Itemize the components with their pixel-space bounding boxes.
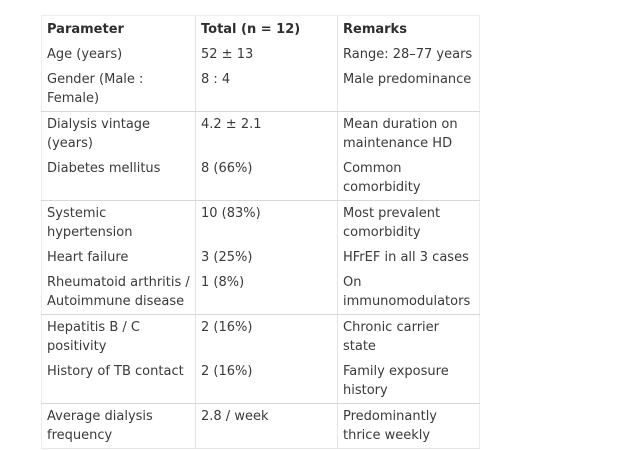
cell-total: 1 (8%): [196, 270, 338, 315]
cell-total: 8 : 4: [196, 67, 338, 112]
table-row: [42, 201, 480, 246]
cell-parameter: History of TB contact: [42, 359, 196, 404]
cell-parameter: Diabetes mellitus: [42, 156, 196, 201]
cell-remarks: Family exposure history: [338, 359, 480, 404]
cell-remarks: On immunomodulators: [338, 270, 480, 315]
table-row: [42, 67, 480, 112]
table-row: [42, 112, 480, 157]
header-total: Total (n = 12): [196, 16, 338, 44]
table-header: [42, 16, 480, 44]
cell-parameter: Heart failure: [42, 245, 196, 270]
cell-remarks: Male predominance: [338, 67, 480, 112]
cell-remarks: Common comorbidity: [338, 156, 480, 201]
baseline-characteristics-table-container: [41, 15, 479, 449]
cell-parameter: Gender (Male : Female): [42, 67, 196, 112]
table-body: [42, 43, 480, 449]
table-row: [42, 359, 480, 404]
cell-remarks: Predominantly thrice weekly: [338, 404, 480, 449]
table-row: [42, 245, 480, 270]
header-row: [42, 16, 480, 44]
cell-total: 10 (83%): [196, 201, 338, 246]
cell-parameter: Dialysis vintage (years): [42, 112, 196, 157]
cell-parameter: Hepatitis B / C positivity: [42, 315, 196, 360]
baseline-characteristics-table: [41, 15, 480, 449]
table-row: [42, 43, 480, 67]
table-row: [42, 156, 480, 201]
cell-remarks: Most prevalent comorbidity: [338, 201, 480, 246]
table-row: [42, 404, 480, 449]
header-remarks: Remarks: [338, 16, 480, 44]
cell-total: 4.2 ± 2.1: [196, 112, 338, 157]
cell-total: 8 (66%): [196, 156, 338, 201]
cell-remarks: Chronic carrier state: [338, 315, 480, 360]
cell-remarks: Mean duration on maintenance HD: [338, 112, 480, 157]
table-row: [42, 315, 480, 360]
cell-total: 2.8 / week: [196, 404, 338, 449]
cell-remarks: HFrEF in all 3 cases: [338, 245, 480, 270]
cell-parameter: Age (years): [42, 43, 196, 67]
header-parameter: Parameter: [42, 16, 196, 44]
cell-parameter: Rheumatoid arthritis / Autoimmune disease: [42, 270, 196, 315]
cell-total: 52 ± 13: [196, 43, 338, 67]
cell-parameter: Average dialysis frequency: [42, 404, 196, 449]
table-row: [42, 270, 480, 315]
cell-total: 2 (16%): [196, 315, 338, 360]
cell-total: 2 (16%): [196, 359, 338, 404]
cell-parameter: Systemic hypertension: [42, 201, 196, 246]
cell-remarks: Range: 28–77 years: [338, 43, 480, 67]
cell-total: 3 (25%): [196, 245, 338, 270]
